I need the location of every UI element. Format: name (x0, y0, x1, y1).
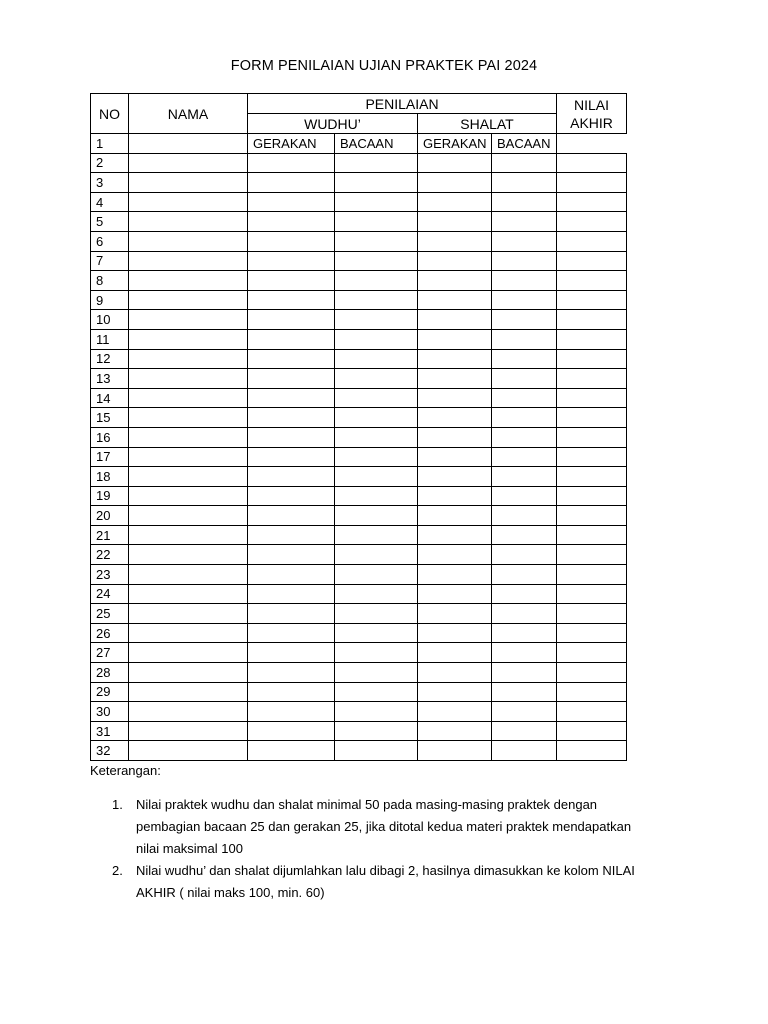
row-number: 30 (91, 702, 129, 722)
cell-nama (129, 134, 248, 154)
cell-wudhu-gerakan (248, 545, 335, 565)
cell-wudhu-bacaan (335, 467, 418, 487)
cell-shalat-gerakan (418, 447, 492, 467)
cell-shalat-bacaan (492, 251, 557, 271)
cell-nama (129, 702, 248, 722)
subheader-wudhu-gerakan: GERAKAN (248, 134, 335, 154)
cell-wudhu-bacaan (335, 525, 418, 545)
cell-shalat-gerakan (418, 369, 492, 389)
cell-shalat-gerakan (418, 584, 492, 604)
cell-nama (129, 604, 248, 624)
row-number: 17 (91, 447, 129, 467)
table-row (91, 584, 627, 604)
table-row (91, 192, 627, 212)
cell-wudhu-gerakan (248, 447, 335, 467)
cell-shalat-bacaan (492, 682, 557, 702)
cell-wudhu-bacaan (335, 486, 418, 506)
cell-nilai-akhir (557, 525, 627, 545)
cell-wudhu-gerakan (248, 388, 335, 408)
header-row-main (91, 94, 627, 114)
cell-wudhu-gerakan (248, 721, 335, 741)
header-shalat: SHALAT (418, 114, 557, 134)
row-number: 4 (91, 192, 129, 212)
cell-shalat-gerakan (418, 565, 492, 585)
cell-shalat-gerakan (418, 349, 492, 369)
cell-nilai-akhir (557, 486, 627, 506)
cell-nilai-akhir (557, 467, 627, 487)
cell-wudhu-gerakan (248, 702, 335, 722)
table-row (91, 663, 627, 683)
cell-wudhu-bacaan (335, 388, 418, 408)
cell-nilai-akhir (557, 663, 627, 683)
cell-wudhu-gerakan (248, 212, 335, 232)
cell-nama (129, 173, 248, 193)
header-nilai-akhir-line1: NILAI (574, 97, 610, 113)
cell-shalat-bacaan (492, 525, 557, 545)
header-wudhu: WUDHU’ (248, 114, 418, 134)
table-row (91, 525, 627, 545)
table-row (91, 153, 627, 173)
cell-shalat-gerakan (418, 467, 492, 487)
cell-nama (129, 271, 248, 291)
table-row (91, 427, 627, 447)
cell-shalat-gerakan (418, 192, 492, 212)
table-row (91, 231, 627, 251)
cell-wudhu-gerakan (248, 467, 335, 487)
cell-wudhu-bacaan (335, 192, 418, 212)
cell-shalat-gerakan (418, 741, 492, 761)
header-nilai-akhir-line2: AKHIR (570, 115, 613, 131)
cell-shalat-bacaan (492, 565, 557, 585)
cell-nilai-akhir (557, 192, 627, 212)
cell-nilai-akhir (557, 310, 627, 330)
cell-shalat-gerakan (418, 525, 492, 545)
cell-wudhu-gerakan (248, 623, 335, 643)
note-item (90, 794, 680, 860)
cell-wudhu-gerakan (248, 231, 335, 251)
cell-nilai-akhir (557, 447, 627, 467)
cell-nama (129, 310, 248, 330)
cell-nama (129, 643, 248, 663)
row-number: 2 (91, 153, 129, 173)
cell-wudhu-gerakan (248, 408, 335, 428)
table-row (91, 408, 627, 428)
cell-wudhu-gerakan (248, 584, 335, 604)
table-row (91, 643, 627, 663)
cell-shalat-bacaan (492, 604, 557, 624)
table-row (91, 134, 627, 154)
row-number: 19 (91, 486, 129, 506)
cell-nama (129, 329, 248, 349)
note-marker: 2. (112, 863, 123, 878)
cell-nama (129, 741, 248, 761)
table-row (91, 486, 627, 506)
table-row (91, 369, 627, 389)
row-number: 31 (91, 721, 129, 741)
table-row (91, 467, 627, 487)
cell-shalat-bacaan (492, 349, 557, 369)
header-nilai-akhir (557, 94, 627, 134)
cell-shalat-gerakan (418, 310, 492, 330)
cell-shalat-gerakan (418, 545, 492, 565)
cell-wudhu-gerakan (248, 525, 335, 545)
note-line: pembagian bacaan 25 dan gerakan 25, jika ditotal kedua materi praktek mendapatkan (136, 819, 632, 834)
cell-shalat-bacaan (492, 290, 557, 310)
cell-wudhu-gerakan (248, 682, 335, 702)
cell-shalat-bacaan (492, 212, 557, 232)
subheader-shalat-gerakan: GERAKAN (418, 134, 492, 154)
cell-shalat-gerakan (418, 251, 492, 271)
cell-shalat-gerakan (418, 271, 492, 291)
cell-nilai-akhir (557, 290, 627, 310)
cell-shalat-gerakan (418, 604, 492, 624)
table-row (91, 721, 627, 741)
row-number: 14 (91, 388, 129, 408)
row-number: 21 (91, 525, 129, 545)
cell-nama (129, 408, 248, 428)
row-number: 9 (91, 290, 129, 310)
cell-nilai-akhir (557, 153, 627, 173)
row-number: 25 (91, 604, 129, 624)
cell-nilai-akhir (557, 231, 627, 251)
cell-nilai-akhir (557, 349, 627, 369)
cell-nilai-akhir (557, 369, 627, 389)
cell-nilai-akhir (557, 427, 627, 447)
table-row (91, 702, 627, 722)
cell-shalat-bacaan (492, 643, 557, 663)
row-number: 23 (91, 565, 129, 585)
header-penilaian: PENILAIAN (248, 94, 557, 114)
cell-wudhu-bacaan (335, 153, 418, 173)
cell-wudhu-bacaan (335, 290, 418, 310)
cell-shalat-gerakan (418, 427, 492, 447)
row-number: 3 (91, 173, 129, 193)
cell-wudhu-bacaan (335, 231, 418, 251)
cell-wudhu-bacaan (335, 369, 418, 389)
cell-wudhu-bacaan (335, 702, 418, 722)
cell-wudhu-bacaan (335, 427, 418, 447)
notes-heading: Keterangan: (90, 763, 161, 778)
cell-wudhu-gerakan (248, 741, 335, 761)
cell-shalat-gerakan (418, 663, 492, 683)
cell-wudhu-gerakan (248, 271, 335, 291)
cell-shalat-bacaan (492, 192, 557, 212)
row-number: 16 (91, 427, 129, 447)
table-row (91, 565, 627, 585)
row-number: 6 (91, 231, 129, 251)
cell-wudhu-bacaan (335, 604, 418, 624)
cell-nama (129, 565, 248, 585)
cell-shalat-bacaan (492, 721, 557, 741)
cell-shalat-bacaan (492, 408, 557, 428)
table-row (91, 310, 627, 330)
subheader-wudhu-bacaan: BACAAN (335, 134, 418, 154)
cell-nama (129, 427, 248, 447)
cell-wudhu-bacaan (335, 447, 418, 467)
note-marker: 1. (112, 797, 123, 812)
table-row (91, 290, 627, 310)
cell-nama (129, 212, 248, 232)
row-number: 10 (91, 310, 129, 330)
cell-wudhu-gerakan (248, 369, 335, 389)
cell-wudhu-gerakan (248, 310, 335, 330)
cell-wudhu-bacaan (335, 643, 418, 663)
cell-nilai-akhir (557, 643, 627, 663)
cell-wudhu-bacaan (335, 721, 418, 741)
cell-nama (129, 721, 248, 741)
grading-table (90, 93, 627, 761)
cell-nilai-akhir (557, 329, 627, 349)
table-row (91, 388, 627, 408)
table-row (91, 682, 627, 702)
cell-wudhu-bacaan (335, 506, 418, 526)
row-number: 28 (91, 663, 129, 683)
cell-wudhu-gerakan (248, 604, 335, 624)
cell-nama (129, 486, 248, 506)
cell-nama (129, 153, 248, 173)
cell-nama (129, 545, 248, 565)
cell-shalat-bacaan (492, 310, 557, 330)
cell-wudhu-bacaan (335, 565, 418, 585)
note-line: nilai maksimal 100 (136, 841, 243, 856)
cell-wudhu-gerakan (248, 565, 335, 585)
cell-shalat-bacaan (492, 369, 557, 389)
cell-shalat-gerakan (418, 623, 492, 643)
cell-nilai-akhir (557, 604, 627, 624)
cell-wudhu-gerakan (248, 486, 335, 506)
cell-wudhu-bacaan (335, 251, 418, 271)
page-title: FORM PENILAIAN UJIAN PRAKTEK PAI 2024 (230, 58, 538, 74)
cell-wudhu-bacaan (335, 741, 418, 761)
cell-wudhu-bacaan (335, 545, 418, 565)
note-line: Nilai wudhu’ dan shalat dijumlahkan lalu dibagi 2, hasilnya dimasukkan ke kolom NILAI (136, 863, 635, 878)
table-row (91, 604, 627, 624)
row-number: 8 (91, 271, 129, 291)
cell-shalat-gerakan (418, 721, 492, 741)
cell-wudhu-bacaan (335, 173, 418, 193)
cell-shalat-gerakan (418, 702, 492, 722)
cell-shalat-bacaan (492, 447, 557, 467)
cell-shalat-bacaan (492, 545, 557, 565)
cell-nama (129, 506, 248, 526)
cell-wudhu-gerakan (248, 192, 335, 212)
cell-shalat-gerakan (418, 212, 492, 232)
cell-shalat-gerakan (418, 388, 492, 408)
cell-nama (129, 349, 248, 369)
cell-shalat-bacaan (492, 663, 557, 683)
cell-wudhu-gerakan (248, 427, 335, 447)
cell-shalat-gerakan (418, 486, 492, 506)
row-number: 7 (91, 251, 129, 271)
cell-shalat-gerakan (418, 290, 492, 310)
cell-wudhu-bacaan (335, 310, 418, 330)
cell-nilai-akhir (557, 702, 627, 722)
table-row (91, 506, 627, 526)
cell-nilai-akhir (557, 565, 627, 585)
cell-nama (129, 682, 248, 702)
cell-shalat-bacaan (492, 623, 557, 643)
cell-nilai-akhir (557, 506, 627, 526)
header-no: NO (91, 94, 129, 134)
cell-wudhu-bacaan (335, 349, 418, 369)
cell-nama (129, 388, 248, 408)
cell-wudhu-gerakan (248, 153, 335, 173)
row-number: 26 (91, 623, 129, 643)
cell-nilai-akhir (557, 271, 627, 291)
table-row (91, 623, 627, 643)
cell-nilai-akhir (557, 623, 627, 643)
table-row (91, 741, 627, 761)
note-line: Nilai praktek wudhu dan shalat minimal 50 pada masing-masing praktek dengan (136, 797, 598, 812)
notes-list (90, 794, 680, 904)
table-row (91, 447, 627, 467)
cell-nama (129, 663, 248, 683)
cell-wudhu-gerakan (248, 663, 335, 683)
cell-nilai-akhir (557, 388, 627, 408)
cell-shalat-bacaan (492, 231, 557, 251)
row-number: 32 (91, 741, 129, 761)
table-row (91, 173, 627, 193)
cell-shalat-bacaan (492, 153, 557, 173)
table-row (91, 212, 627, 232)
row-number: 13 (91, 369, 129, 389)
row-number: 1 (91, 134, 129, 154)
cell-nilai-akhir (557, 212, 627, 232)
cell-nilai-akhir (557, 682, 627, 702)
cell-shalat-gerakan (418, 153, 492, 173)
cell-shalat-bacaan (492, 271, 557, 291)
cell-wudhu-gerakan (248, 329, 335, 349)
cell-shalat-gerakan (418, 231, 492, 251)
cell-shalat-bacaan (492, 329, 557, 349)
row-number: 11 (91, 329, 129, 349)
cell-nama (129, 290, 248, 310)
cell-wudhu-bacaan (335, 329, 418, 349)
cell-wudhu-bacaan (335, 663, 418, 683)
cell-nama (129, 369, 248, 389)
cell-nilai-akhir (557, 741, 627, 761)
row-number: 22 (91, 545, 129, 565)
notes-section (90, 763, 680, 904)
cell-nilai-akhir (557, 721, 627, 741)
cell-wudhu-bacaan (335, 271, 418, 291)
cell-wudhu-gerakan (248, 349, 335, 369)
cell-shalat-gerakan (418, 506, 492, 526)
table-row (91, 251, 627, 271)
cell-shalat-bacaan (492, 506, 557, 526)
cell-wudhu-bacaan (335, 408, 418, 428)
cell-shalat-bacaan (492, 467, 557, 487)
cell-shalat-bacaan (492, 584, 557, 604)
cell-nilai-akhir (557, 584, 627, 604)
table-row (91, 545, 627, 565)
cell-wudhu-gerakan (248, 173, 335, 193)
cell-shalat-gerakan (418, 329, 492, 349)
row-number: 24 (91, 584, 129, 604)
row-number: 15 (91, 408, 129, 428)
cell-shalat-gerakan (418, 643, 492, 663)
cell-nama (129, 623, 248, 643)
cell-wudhu-gerakan (248, 506, 335, 526)
cell-shalat-gerakan (418, 682, 492, 702)
note-item (90, 860, 680, 904)
cell-nama (129, 192, 248, 212)
cell-nama (129, 525, 248, 545)
cell-wudhu-bacaan (335, 623, 418, 643)
cell-shalat-gerakan (418, 408, 492, 428)
row-number: 5 (91, 212, 129, 232)
cell-nama (129, 231, 248, 251)
cell-nilai-akhir (557, 408, 627, 428)
table-row (91, 349, 627, 369)
cell-wudhu-bacaan (335, 584, 418, 604)
cell-shalat-bacaan (492, 486, 557, 506)
subheader-shalat-bacaan: BACAAN (492, 134, 557, 154)
cell-nama (129, 447, 248, 467)
cell-shalat-bacaan (492, 427, 557, 447)
cell-wudhu-bacaan (335, 212, 418, 232)
cell-shalat-bacaan (492, 173, 557, 193)
note-line: AKHIR ( nilai maks 100, min. 60) (136, 885, 325, 900)
cell-nama (129, 251, 248, 271)
cell-shalat-bacaan (492, 702, 557, 722)
cell-wudhu-gerakan (248, 251, 335, 271)
cell-shalat-bacaan (492, 388, 557, 408)
cell-nama (129, 584, 248, 604)
cell-wudhu-bacaan (335, 682, 418, 702)
cell-nilai-akhir (557, 545, 627, 565)
table-row (91, 271, 627, 291)
table-row (91, 329, 627, 349)
row-number: 27 (91, 643, 129, 663)
cell-shalat-gerakan (418, 173, 492, 193)
row-number: 18 (91, 467, 129, 487)
cell-nama (129, 467, 248, 487)
row-number: 12 (91, 349, 129, 369)
header-nama: NAMA (129, 94, 248, 134)
row-number: 20 (91, 506, 129, 526)
cell-nilai-akhir (557, 251, 627, 271)
cell-shalat-bacaan (492, 741, 557, 761)
cell-nilai-akhir (557, 173, 627, 193)
row-number: 29 (91, 682, 129, 702)
cell-wudhu-gerakan (248, 643, 335, 663)
cell-wudhu-gerakan (248, 290, 335, 310)
